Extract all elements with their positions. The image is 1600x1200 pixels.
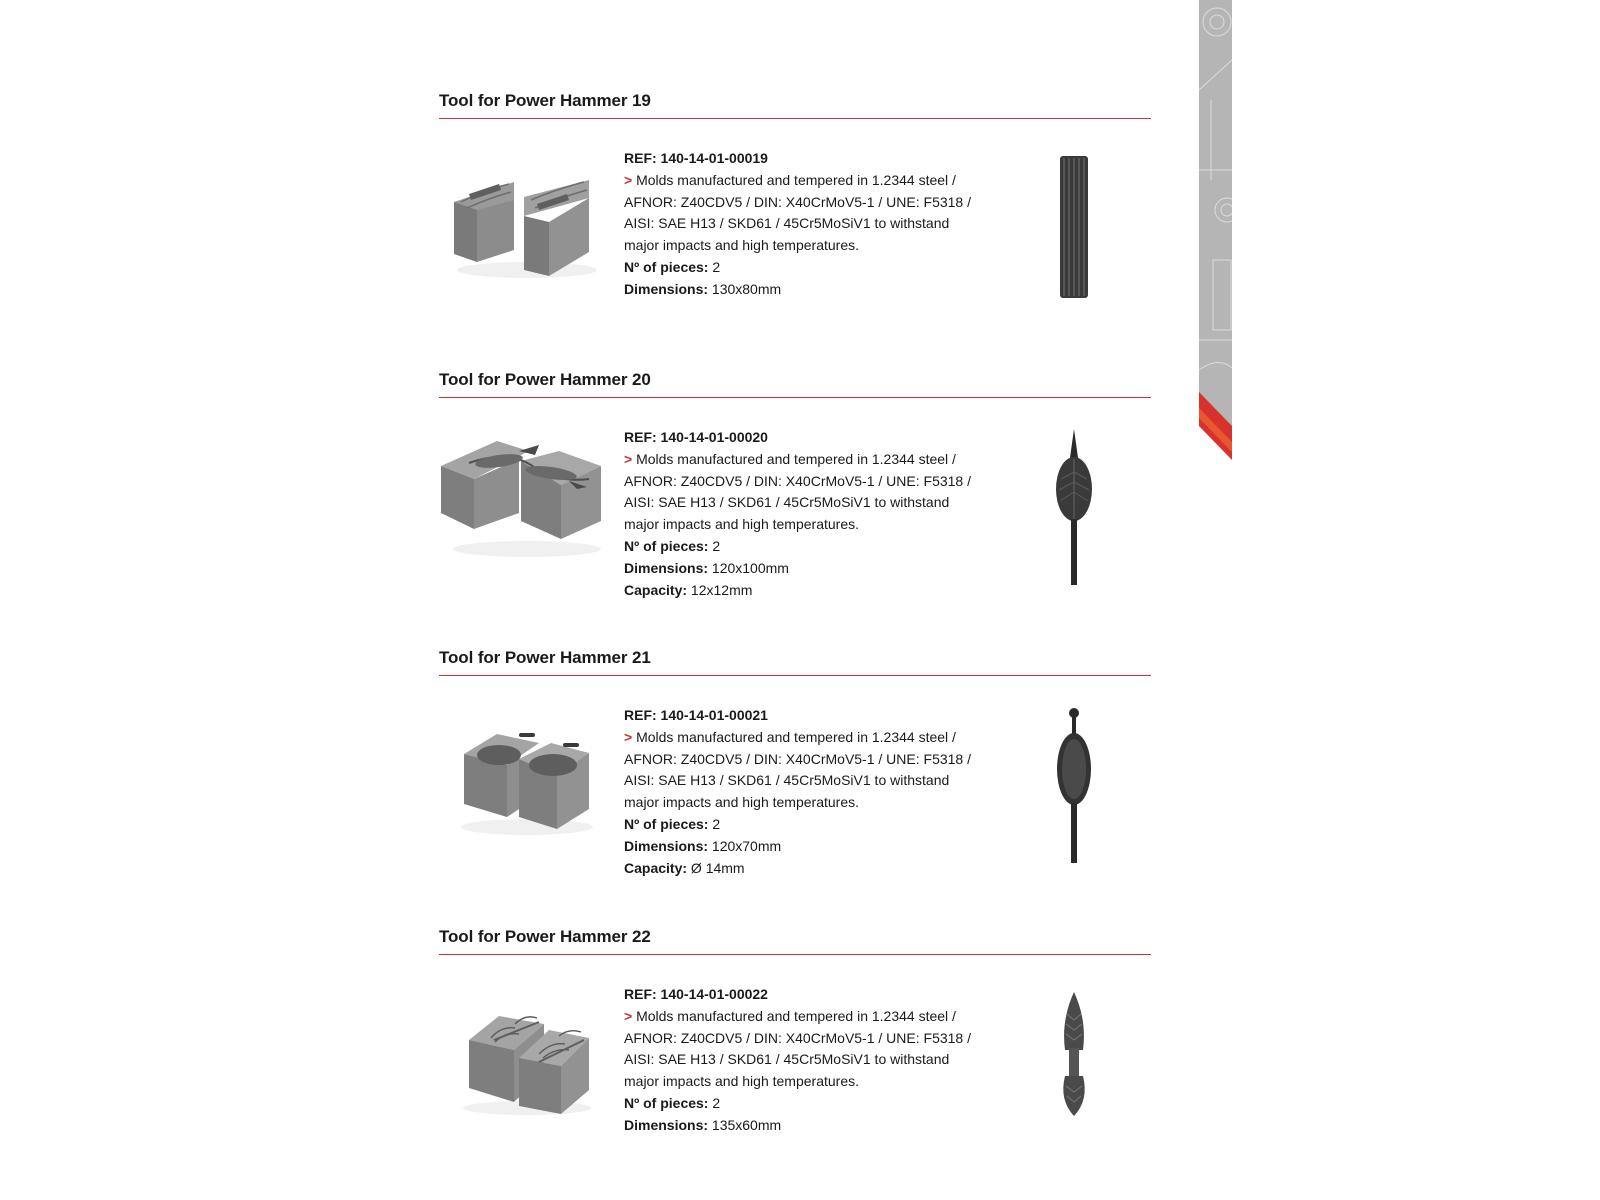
arrow-bullet-icon: >	[624, 1007, 633, 1024]
product-description	[624, 727, 984, 814]
reference-code: REF: 140-14-01-00022	[624, 986, 768, 1002]
grooved-mold-icon	[439, 142, 609, 282]
dimensions-value: 120x100mm	[708, 559, 789, 576]
product-info	[624, 427, 984, 601]
pieces-label: Nº of pieces:	[624, 1094, 709, 1111]
capacity-row	[624, 580, 984, 602]
dimensions-label: Dimensions:	[624, 280, 709, 297]
leaf-spear-icon	[1039, 427, 1109, 587]
product-section-hammer-20	[439, 369, 1151, 598]
section-divider	[439, 954, 1151, 955]
section-title: Tool for Power Hammer 21	[439, 648, 651, 667]
pieces-label: Nº of pieces:	[624, 815, 709, 832]
arrow-bullet-icon: >	[624, 450, 633, 467]
arrow-bullet-icon: >	[624, 728, 633, 745]
dimensions-value: 135x60mm	[708, 1116, 782, 1133]
pieces-value: 2	[708, 1094, 721, 1111]
pieces-label: Nº of pieces:	[624, 537, 709, 554]
section-title: Tool for Power Hammer 22	[439, 927, 651, 946]
section-title: Tool for Power Hammer 20	[439, 370, 651, 389]
dimensions-label: Dimensions:	[624, 559, 709, 576]
product-section-hammer-21	[439, 647, 1151, 876]
product-info	[624, 148, 984, 301]
capacity-label: Capacity:	[624, 581, 688, 598]
dimensions-row	[624, 279, 984, 301]
product-description	[624, 1006, 984, 1093]
technical-drawing-strip-icon	[1199, 0, 1232, 460]
dimensions-row	[624, 836, 984, 858]
pieces-row	[624, 536, 984, 558]
section-divider	[439, 118, 1151, 119]
section-title: Tool for Power Hammer 19	[439, 91, 651, 110]
capacity-row	[624, 858, 984, 880]
capacity-value: Ø 14mm	[687, 859, 745, 876]
pieces-row	[624, 1093, 984, 1115]
oval-finial-icon	[1039, 707, 1109, 867]
reference-code: REF: 140-14-01-00019	[624, 150, 768, 166]
product-description	[624, 449, 984, 536]
dimensions-label: Dimensions:	[624, 1116, 709, 1133]
product-section-hammer-22	[439, 926, 1151, 1133]
pieces-value: 2	[708, 537, 721, 554]
dimensions-label: Dimensions:	[624, 837, 709, 854]
description-text: Molds manufactured and tempered in 1.2344 steel / AFNOR: Z40CDV5 / DIN: X40CrMoV5-1 / UNE: F5318 / AISI: SAE H13 / SKD61 / 45Cr5MoSiV1 to withstand major impacts and high temperatures.	[624, 171, 971, 254]
capacity-label: Capacity:	[624, 859, 688, 876]
description-text: Molds manufactured and tempered in 1.2344 steel / AFNOR: Z40CDV5 / DIN: X40CrMoV5-1 / UNE: F5318 / AISI: SAE H13 / SKD61 / 45Cr5MoSiV1 to withstand major impacts and high temperatures.	[624, 728, 971, 811]
oval-mold-icon	[439, 699, 609, 839]
double-leaf-icon	[1039, 990, 1109, 1150]
product-info	[624, 984, 984, 1137]
product-description	[624, 170, 984, 257]
dimensions-value: 130x80mm	[708, 280, 782, 297]
product-section-hammer-19	[439, 90, 1151, 297]
pieces-label: Nº of pieces:	[624, 258, 709, 275]
pieces-value: 2	[708, 815, 721, 832]
pieces-value: 2	[708, 258, 721, 275]
fluted-bar-icon	[1039, 150, 1109, 310]
double-leaf-mold-icon	[439, 978, 609, 1118]
capacity-value: 12x12mm	[687, 581, 753, 598]
product-info	[624, 705, 984, 879]
description-text: Molds manufactured and tempered in 1.2344 steel / AFNOR: Z40CDV5 / DIN: X40CrMoV5-1 / UNE: F5318 / AISI: SAE H13 / SKD61 / 45Cr5MoSiV1 to withstand major impacts and high temperatures.	[624, 1007, 971, 1090]
dimensions-value: 120x70mm	[708, 837, 782, 854]
description-text: Molds manufactured and tempered in 1.2344 steel / AFNOR: Z40CDV5 / DIN: X40CrMoV5-1 / UNE: F5318 / AISI: SAE H13 / SKD61 / 45Cr5MoSiV1 to withstand major impacts and high temperatures.	[624, 450, 971, 533]
leaf-mold-icon	[439, 421, 609, 561]
section-divider	[439, 397, 1151, 398]
reference-code: REF: 140-14-01-00021	[624, 707, 768, 723]
pieces-row	[624, 257, 984, 279]
arrow-bullet-icon: >	[624, 171, 633, 188]
section-divider	[439, 675, 1151, 676]
pieces-row	[624, 814, 984, 836]
dimensions-row	[624, 1115, 984, 1137]
reference-code: REF: 140-14-01-00020	[624, 429, 768, 445]
dimensions-row	[624, 558, 984, 580]
